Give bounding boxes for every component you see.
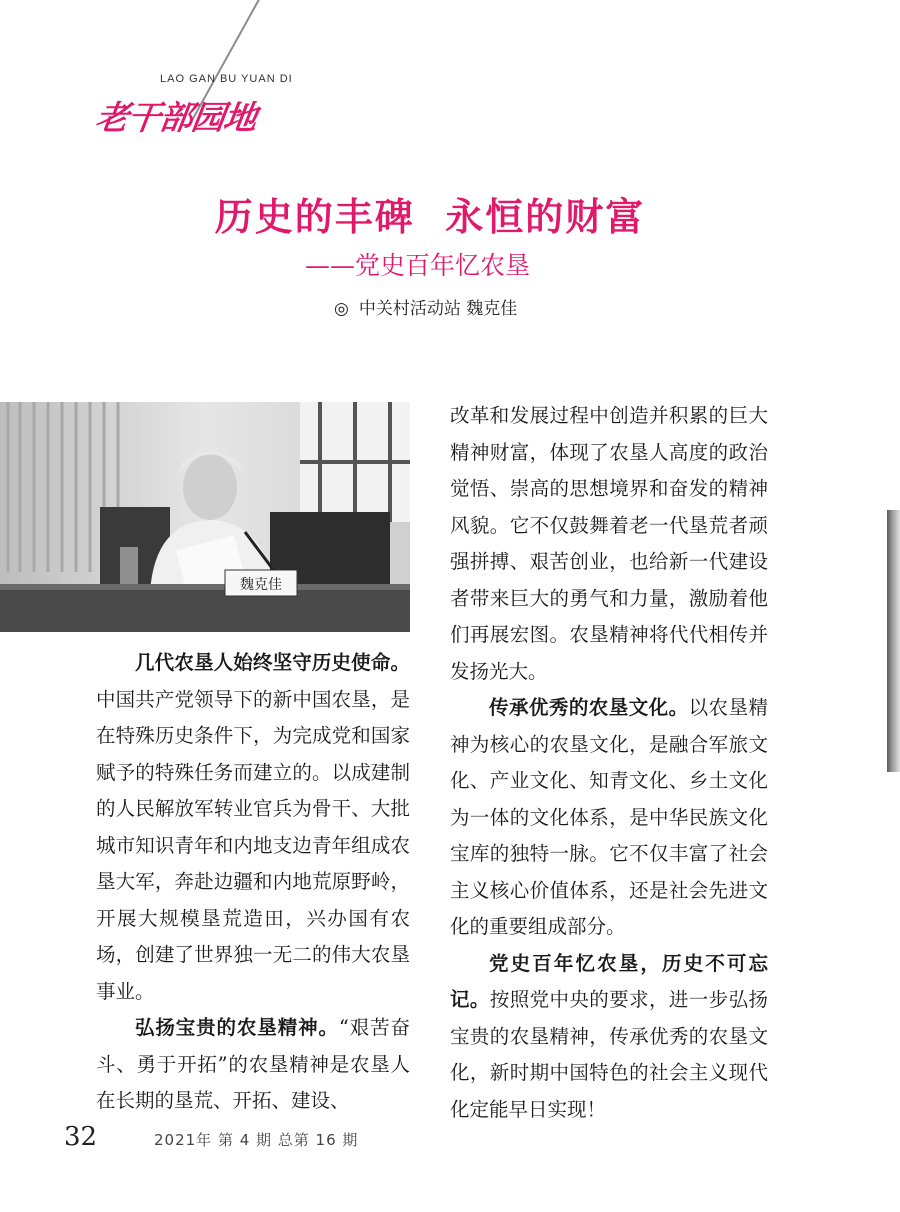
paragraph-body: 改革和发展过程中创造并积累的巨大精神财富，体现了农垦人高度的政治觉悟、崇高的思想境界和奋发的精神风貌。它不仅鼓舞着老一代垦荒者顽强拼搏、艰苦创业，也给新一代建设者带来巨大的勇气和力量，激励着他们再展宏图。农垦精神将代代相传并发扬光大。 xyxy=(450,404,768,683)
paragraph-lead: 几代农垦人始终坚守历史使命。 xyxy=(135,651,410,674)
paragraph-body: 按照党中央的要求，进一步弘扬宝贵的农垦精神，传承优秀的农垦文化，新时期中国特色的社会主义现代化定能早日实现！ xyxy=(450,988,768,1121)
article-right-column xyxy=(450,398,768,1128)
byline-circle-icon: ◎ xyxy=(334,299,349,319)
paragraph-continued xyxy=(450,398,768,690)
issue-info: 2021年 第 4 期 总第 16 期 xyxy=(154,1131,359,1149)
paragraph xyxy=(96,1010,410,1120)
photo-speaker-illustration xyxy=(0,402,410,632)
article-title: 历史的丰碑 永恒的财富 xyxy=(214,194,646,239)
article-photo xyxy=(0,402,410,632)
header-pinyin: LAO GAN BU YUAN DI xyxy=(160,73,293,85)
byline-text: 中关村活动站 魏克佳 xyxy=(358,299,518,319)
paragraph xyxy=(450,946,768,1129)
column-logo: 老干部园地 xyxy=(92,98,259,137)
article-byline xyxy=(334,294,517,319)
paragraph-lead: 弘扬宝贵的农垦精神。 xyxy=(135,1016,339,1039)
paragraph-lead: 传承优秀的农垦文化。 xyxy=(489,696,689,719)
paragraph-body: 以农垦精神为核心的农垦文化，是融合军旅文化、产业文化、知青文化、乡土文化为一体的文化体系，是中华民族文化宝库的独特一脉。它不仅丰富了社会主义核心价值体系，还是社会先进文化的重要组成部分。 xyxy=(450,696,768,938)
page-number: 32 xyxy=(64,1122,98,1152)
paragraph xyxy=(450,690,768,946)
adjacent-page-edge xyxy=(887,510,900,772)
paragraph-lead: 党史百年忆农垦，历史不可忘记。 xyxy=(450,951,768,1011)
paragraph-body: “艰苦奋斗、勇于开拓”的农垦精神是农垦人在长期的垦荒、开拓、建设、 xyxy=(96,1016,410,1112)
paragraph xyxy=(96,645,410,1010)
paragraph-body: 中国共产党领导下的新中国农垦，是在特殊历史条件下，为完成党和国家赋予的特殊任务而建立的。以成建制的人民解放军转业官兵为骨干、大批城市知识青年和内地支边青年组成农垦大军，奔赴边疆和内地荒原野岭，开展大规模垦荒造田，兴办国有农场，创建了世界独一无二的伟大农垦事业。 xyxy=(96,687,410,1003)
article-subtitle: ——党史百年忆农垦 xyxy=(305,251,531,280)
photo-nameplate-text: 魏克佳 xyxy=(240,577,282,593)
article-left-column xyxy=(96,645,410,1120)
